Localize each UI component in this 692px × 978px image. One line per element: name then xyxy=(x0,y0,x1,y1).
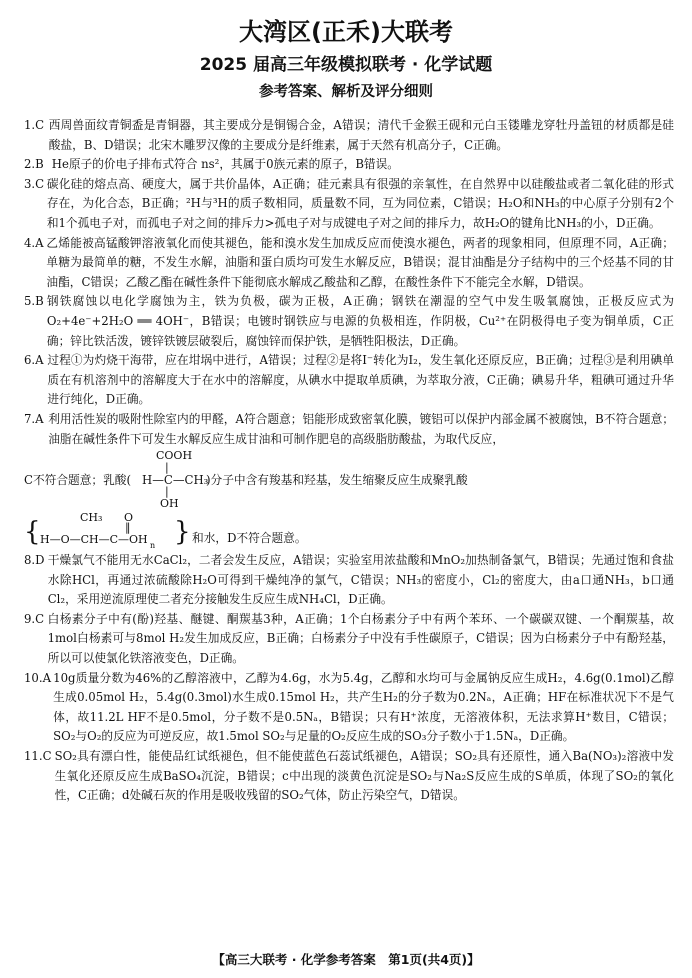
poly-formula: H—O—CH—C—OH xyxy=(40,533,148,547)
answer-item xyxy=(24,610,674,669)
answer-item xyxy=(24,747,674,806)
answer-item xyxy=(24,234,674,293)
lactic-oh: OH xyxy=(160,497,179,511)
lactic-bond-bottom: | xyxy=(165,485,169,499)
brace-left-icon: { xyxy=(24,517,41,548)
answer-number: 2.B xyxy=(24,157,44,172)
answer-explanation: 利用活性炭的吸附性除室内的甲醛，A符合题意；铝能形成致密氧化膜，镀铝可以保护内部金属不被腐蚀，B不符合题意；油脂在碱性条件下可发生水解反应生成甘油和可制作肥皂的高级脂肪酸盐，为取代反应， xyxy=(48,411,674,446)
answer-item xyxy=(24,116,674,155)
answer-number: 7.A xyxy=(24,411,44,426)
page-footer: 【高三大联考 · 化学参考答案 第1页(共4页)】 xyxy=(212,952,480,967)
exam-title: 大湾区(正禾)大联考 xyxy=(239,18,453,46)
lactic-bond-top: | xyxy=(165,461,169,475)
lactic-acid-line xyxy=(24,449,674,511)
answer-number: 4.A xyxy=(24,235,44,250)
answer-explanation: He原子的价电子排布式符合 ns²，其属于0族元素的原子，B错误。 xyxy=(51,157,399,172)
answer-number: 5.B xyxy=(24,294,44,309)
answer-explanation: 西周兽面纹青铜盉是青铜器，其主要成分是铜锡合金，A错误；清代千金猴王砚和元白玉镂雕龙穿牡丹盖钮的材质都是硅酸盐，B、D错误；北宋木雕罗汉像的主要成分是纤维素，属于天然有机高分子，C正确。 xyxy=(48,118,674,152)
answer-item xyxy=(24,351,674,410)
answer-item xyxy=(24,175,674,234)
exam-subtitle: 2025 届高三年级模拟联考 · 化学试题 xyxy=(199,55,493,75)
answer-explanation: 碳化硅的熔点高、硬度大，属于共价晶体，A正确；硅元素具有很强的亲氧性，在自然界中以硅酸盐或者二氧化硅的形式存在，为化合态，B正确；²H与³H的质子数相同，质量数不同，互为同位素，C错误；H₂O和NH₃的中心原子分别有2个和1个孤电子对，而孤电子对之间的排斥力>孤电子对与成键电子对之间的排斥力，故H₂O的键角比NH₃的小，D正确。 xyxy=(46,176,674,230)
lactic-text-after: )分子中含有羧基和羟基，发生缩聚反应生成聚乳酸 xyxy=(206,473,468,488)
lactic-text-before: C不符合题意；乳酸( xyxy=(24,473,132,488)
answer-number: 6.A xyxy=(24,353,44,368)
answer-explanation: 乙烯能被高锰酸钾溶液氧化而使其褪色，能和溴水发生加成反应而使溴水褪色，两者的现象相同，但原理不同，A正确；单糖为最简单的糖，不发生水解，油脂和蛋白质均可发生水解反应，B错误；混甘油酯是分子结构中的三个烃基不同的甘油酯，C错误；乙酸乙酯在碱性条件下能彻底水解成乙酸盐和乙醇，在酸性条件下不能完全水解，D错误。 xyxy=(46,235,674,289)
answer-key-title: 参考答案、解析及评分细则 xyxy=(259,84,433,100)
poly-subscript: n xyxy=(150,541,156,551)
answer-number: 8.D xyxy=(24,553,45,568)
answer-item xyxy=(24,669,674,747)
answer-item xyxy=(24,155,674,175)
poly-text-after: 和水，D不符合题意。 xyxy=(192,531,307,546)
polylactic-acid-line xyxy=(24,511,674,551)
lactic-cooh: COOH xyxy=(156,449,193,463)
answer-body xyxy=(24,116,674,806)
answer-explanation: 白杨素分子中有(酚)羟基、醚键、酮羰基3种，A正确；1个白杨素分子中有两个苯环、一个碳碳双键、一个酮羰基，故1mol白杨素可与8mol H₂发生加成反应，B正确；白杨素分子中没有手性碳原子，C错误；因为白杨素分子中有酚羟基，所以可以使氯化铁溶液变色，D正确。 xyxy=(47,611,674,666)
answer-explanation: 过程①为灼烧干海带，应在坩埚中进行，A错误；过程②是将I⁻转化为I₂，发生氧化还原反应，B正确；过程③是利用碘单质在有机溶剂中的溶解度大于在水中的溶解度，从碘水中提取单质碘，为萃取分液，C正确；碘易升华，粗碘可通过升华进行纯化，D正确。 xyxy=(47,353,674,407)
answer-explanation: 10g质量分数为46%的乙醇溶液中，乙醇为4.6g，水为5.4g，乙醇和水均可与金属钠反应生成H₂，4.6g(0.1mol)乙醇生成0.05mol H₂，5.4g(0.3mol)水生成0.15mol H₂，共产生H₂的分子数为0.2Nₐ，A正确；HF在标准状况下不是气体，故11.2L HF不是0.5mol，分子数不是0.5Nₐ，B错误；只有H⁺浓度，无溶液体积，无法求算H⁺数目，C错误；SO₂与O₂的反应为可逆反应，故1.5mol SO₂与足量的O₂反应生成的SO₃分子数小于1.5Nₐ，D正确。 xyxy=(53,670,674,744)
answer-explanation: 干燥氯气不能用无水CaCl₂，二者会发生反应，A错误；实验室用浓盐酸和MnO₂加热制备氯气，B错误；先通过饱和食盐水除HCl，再通过浓硫酸除H₂O可得到干燥纯净的氯气，C错误；NH₃的密度小，Cl₂的密度大，由a口通NH₃，b口通Cl₂，采用逆流原理使二者充分接触发生反应生成NH₄Cl，D正确。 xyxy=(47,553,674,607)
poly-double-bond: ‖ xyxy=(125,521,131,535)
answer-number: 11.C xyxy=(24,749,52,764)
answer-number: 9.C xyxy=(24,611,45,626)
answer-number: 3.C xyxy=(24,176,45,191)
answer-item xyxy=(24,292,674,351)
poly-o: O xyxy=(124,511,134,525)
answer-number: 1.C xyxy=(24,118,45,132)
poly-ch3: CH₃ xyxy=(80,511,103,525)
answer-number: 10.A xyxy=(24,670,52,685)
answer-explanation: SO₂具有漂白性，能使品红试纸褪色，但不能使蓝色石蕊试纸褪色，A错误；SO₂具有还原性，通入Ba(NO₃)₂溶液中发生氧化还原反应生成BaSO₄沉淀，B错误；c中出现的淡黄色沉淀是SO₂与Na₂S反应生成的S单质，体现了SO₂的氧化性，C正确；d处碱石灰的作用是吸收残留的SO₂气体，防止污染空气，D错误。 xyxy=(54,749,674,803)
answer-item xyxy=(24,551,674,610)
lactic-formula: H—C—CH₃ xyxy=(142,473,209,488)
brace-right-icon: } xyxy=(174,517,191,548)
answer-item xyxy=(24,410,674,449)
answer-explanation: 钢铁腐蚀以电化学腐蚀为主，铁为负极，碳为正极，A正确；钢铁在潮湿的空气中发生吸氧腐蚀，正极反应式为 O₂+4e⁻+2H₂O ══ 4OH⁻，B错误；电镀时钢铁应与电源的负极相连，作阴极，Cu²⁺在阴极得电子变为铜单质，C正确；锌比铁活泼，镀锌铁镀层破裂后，腐蚀锌而保护铁，是牺牲阳极法，D正确。 xyxy=(46,294,674,348)
